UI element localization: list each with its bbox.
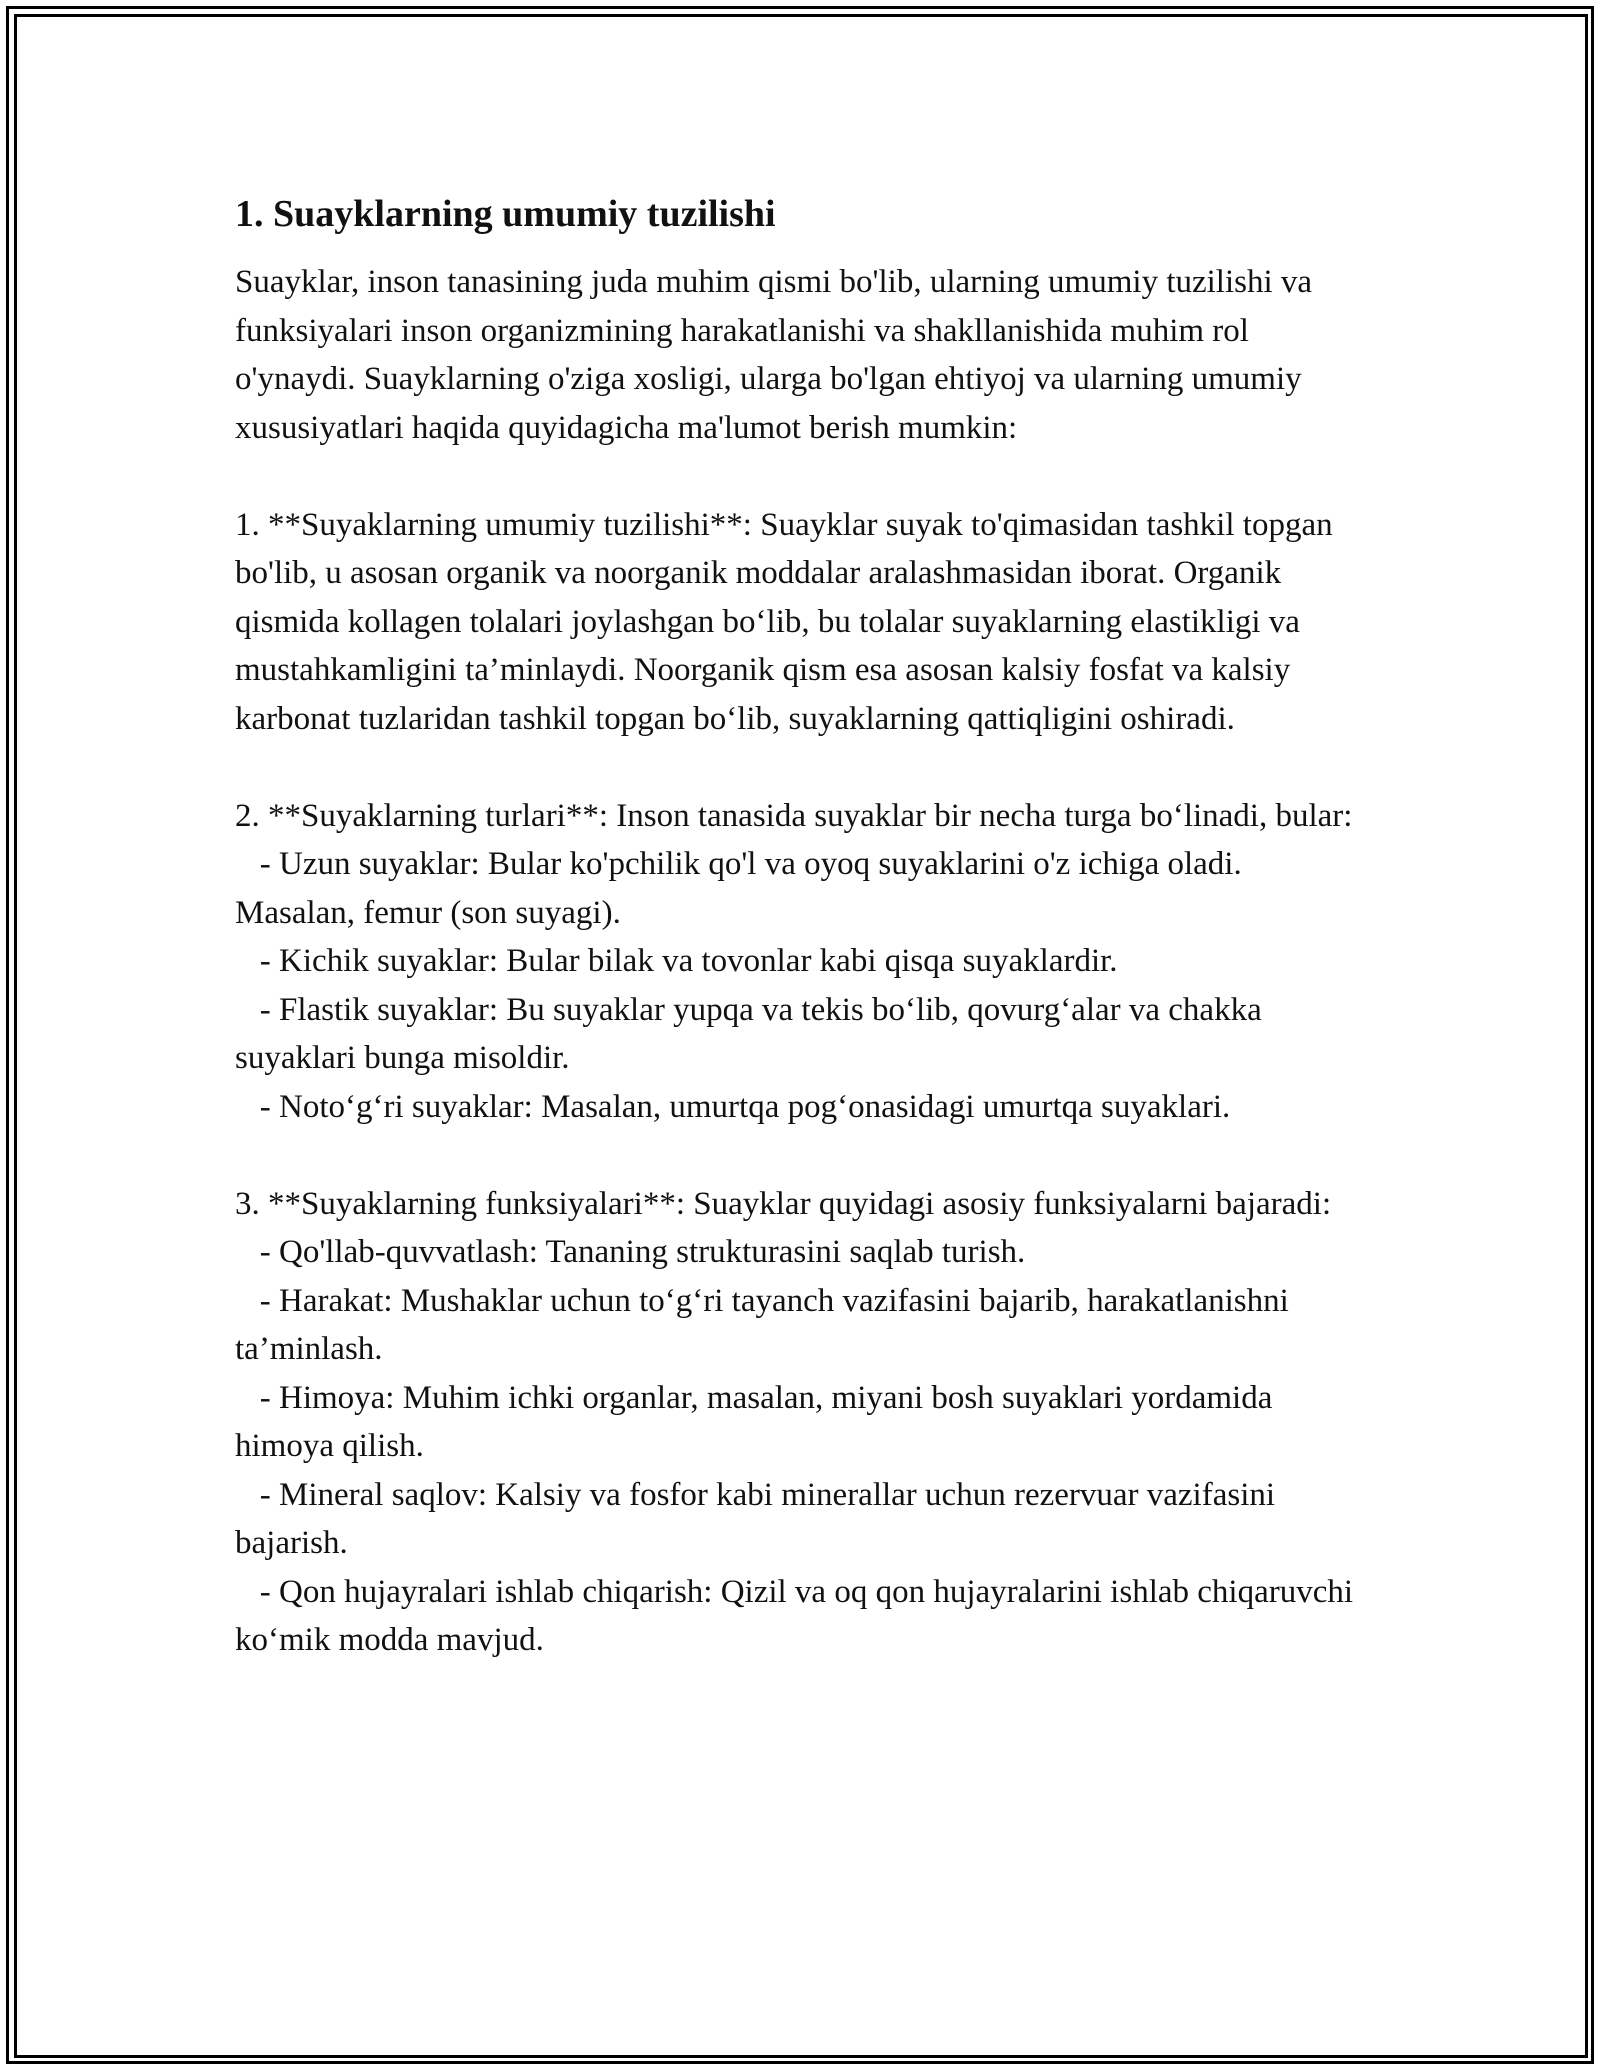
intro-paragraph: Suayklar, inson tanasining juda muhim qismi bo'lib, ularning umumiy tuzilishi va funksiyalari inson organizmining harakatlanishi va shakllanishida muhim rol o'ynaydi. Suayklarning o'ziga xosligi, ularga bo'lgan ehtiyoj va ularning umumiy xususiyatlari haqida quyidagicha ma'lumot berish mumkin: bbox=[235, 264, 1321, 446]
list-item: - Qo'llab-quvvatlash: Tananing strukturasini saqlab turish. bbox=[235, 1234, 1026, 1270]
list-item: - Flastik suyaklar: Bu suyaklar yupqa va tekis bo‘lib, qovurg‘alar va chakka suyaklari bunga misoldir. bbox=[235, 991, 1270, 1076]
document-body bbox=[235, 188, 1365, 1665]
section-types-heading: 2. **Suyaklarning turlari**: Inson tanasida suyaklar bir necha turga bo‘linadi, bular: bbox=[235, 797, 1353, 834]
list-item: - Mineral saqlov: Kalsiy va fosfor kabi minerallar uchun rezervuar vazifasini bajarish. bbox=[235, 1476, 1284, 1561]
list-item: - Qon hujayralari ishlab chiqarish: Qizil va oq qon hujayralarini ishlab chiqaruvchi ko‘mik modda mavjud. bbox=[235, 1573, 1362, 1658]
paragraph-gap bbox=[235, 1131, 1365, 1180]
paragraph-gap bbox=[235, 743, 1365, 792]
section-structure: 1. **Suyaklarning umumiy tuzilishi**: Suayklar suyak to'qimasidan tashkil topgan bo'lib, u asosan organik va noorganik moddalar aralashmasidan iborat. Organik qismida kollagen tolalari joylashgan bo‘lib, bu tolalar suyaklarning elastikligi va mustahkamligini ta’minlaydi. Noorganik qism esa asosan kalsiy fosfat va kalsiy karbonat tuzlaridan tashkil topgan bo‘lib, suyaklarning qattiqligini oshiradi. bbox=[235, 506, 1341, 737]
list-item: - Noto‘g‘ri suyaklar: Masalan, umurtqa pog‘onasidagi umurtqa suyaklari. bbox=[235, 1088, 1231, 1125]
section-functions-heading: 3. **Suyaklarning funksiyalari**: Suayklar quyidagi asosiy funksiyalarni bajaradi: bbox=[235, 1185, 1332, 1222]
page-title: 1. Suayklarning umumiy tuzilishi bbox=[235, 193, 776, 235]
list-item: - Kichik suyaklar: Bular bilak va tovonlar kabi qisqa suyaklardir. bbox=[235, 943, 1118, 979]
list-item: - Himoya: Muhim ichki organlar, masalan, miyani bosh suyaklari yordamida himoya qilish. bbox=[235, 1379, 1281, 1464]
list-item: - Harakat: Mushaklar uchun to‘g‘ri tayanch vazifasini bajarib, harakatlanishni ta’minlash. bbox=[235, 1282, 1298, 1367]
paragraph-gap bbox=[235, 452, 1365, 501]
section-types bbox=[235, 792, 1365, 1132]
section-functions bbox=[235, 1180, 1365, 1665]
list-item: - Uzun suyaklar: Bular ko'pchilik qo'l va oyoq suyaklarini o'z ichiga oladi. Masalan, femur (son suyagi). bbox=[235, 846, 1250, 931]
